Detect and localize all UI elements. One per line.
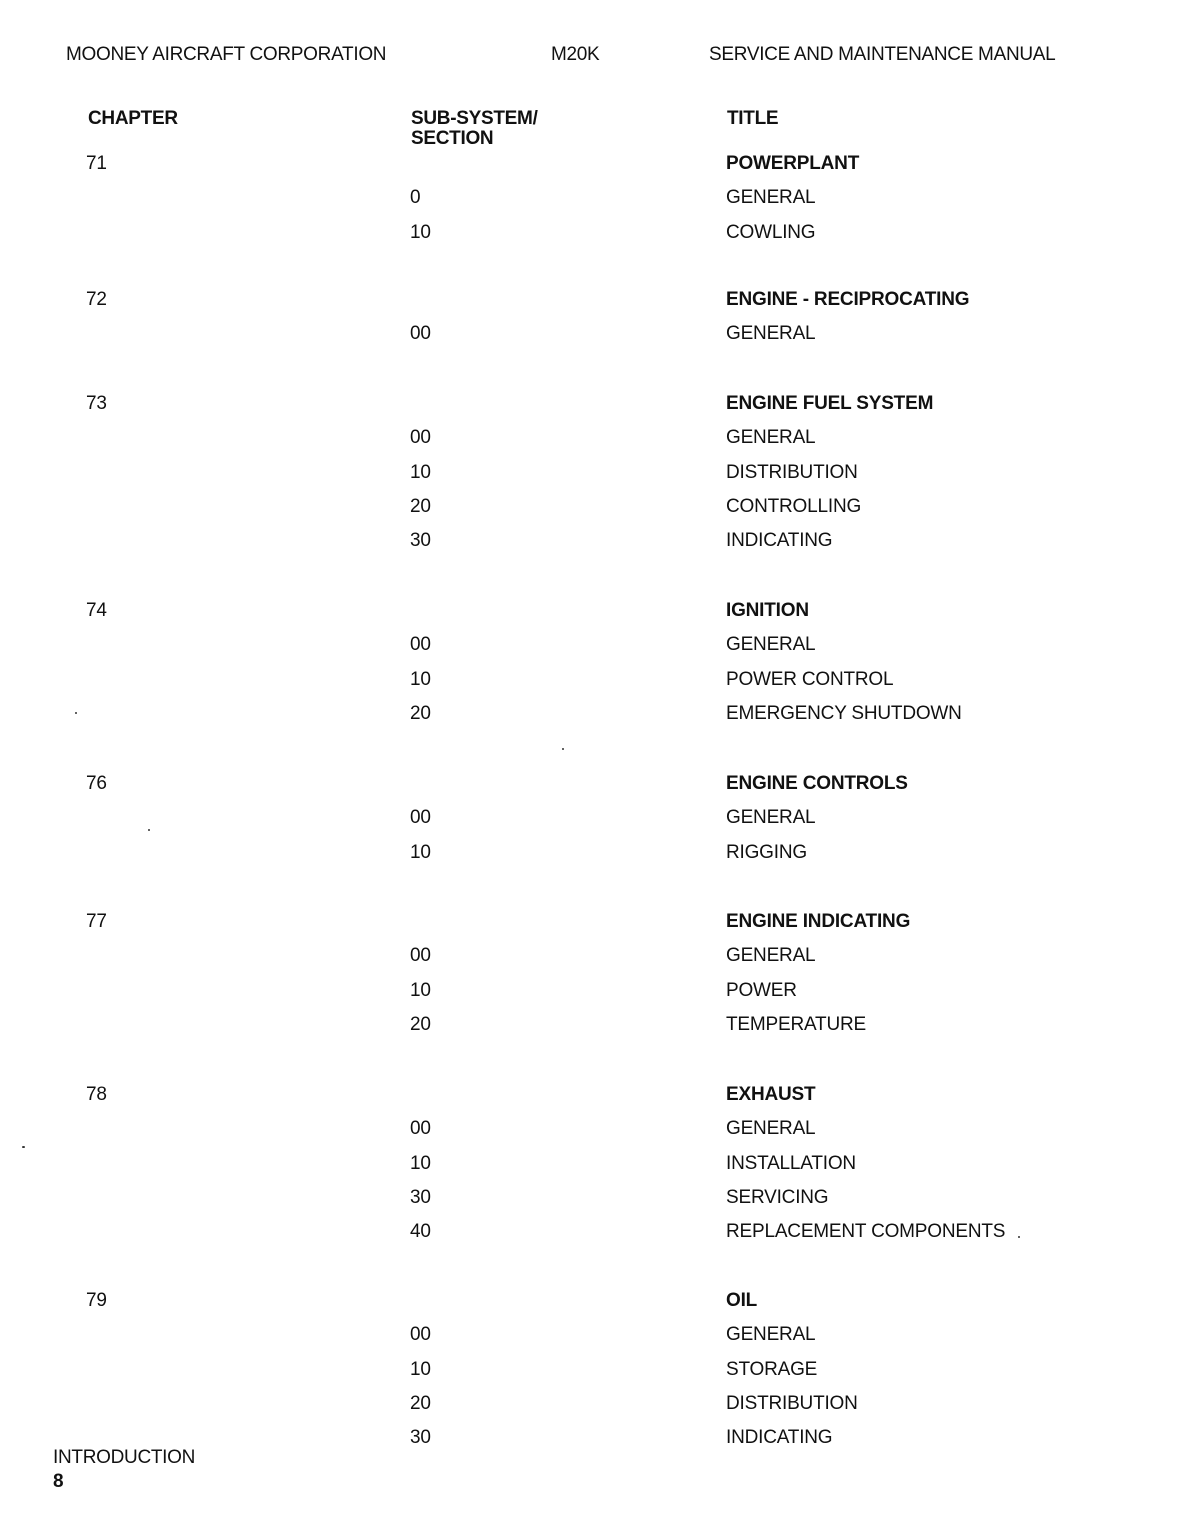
chapter-number: 71 [86, 153, 107, 174]
section-code: 00 [410, 1118, 431, 1139]
section-code: 20 [410, 1014, 431, 1035]
section-code: 10 [410, 842, 431, 863]
chapter-title: ENGINE CONTROLS [726, 773, 908, 794]
section-row [0, 323, 1178, 349]
chapter-title: IGNITION [726, 600, 809, 621]
section-code: 30 [410, 1427, 431, 1448]
chapter-heading-row [0, 153, 1178, 179]
section-code: 10 [410, 462, 431, 483]
section-code: 30 [410, 1187, 431, 1208]
chapter-title: ENGINE - RECIPROCATING [726, 289, 970, 310]
section-title: POWER [726, 980, 797, 1001]
section-title: DISTRIBUTION [726, 462, 858, 483]
scan-speck [1018, 1236, 1020, 1238]
page-footer [53, 1446, 195, 1494]
section-code: 00 [410, 323, 431, 344]
section-code: 10 [410, 980, 431, 1001]
section-title: INDICATING [726, 530, 833, 551]
chapter-title: EXHAUST [726, 1084, 816, 1105]
column-header-chapter: CHAPTER [88, 108, 178, 129]
section-title: GENERAL [726, 1324, 816, 1345]
section-row [0, 807, 1178, 833]
chapter-number: 74 [86, 600, 107, 621]
section-code: 10 [410, 222, 431, 243]
section-title: TEMPERATURE [726, 1014, 866, 1035]
section-code: 00 [410, 634, 431, 655]
section-code: 00 [410, 427, 431, 448]
chapter-heading-row [0, 1290, 1178, 1316]
section-title: GENERAL [726, 427, 816, 448]
section-row [0, 945, 1178, 971]
chapter-title: ENGINE INDICATING [726, 911, 911, 932]
section-code: 0 [410, 187, 421, 208]
chapter-heading-row [0, 600, 1178, 626]
chapter-heading-row [0, 289, 1178, 315]
section-row [0, 496, 1178, 522]
section-code: 00 [410, 1324, 431, 1345]
scan-speck [562, 748, 564, 750]
scan-speck [22, 1146, 25, 1148]
chapter-number: 79 [86, 1290, 107, 1311]
chapter-heading-row [0, 911, 1178, 937]
chapter-number: 76 [86, 773, 107, 794]
column-header-subsystem-line2: SECTION [411, 128, 494, 149]
section-row [0, 1393, 1178, 1419]
section-code: 00 [410, 807, 431, 828]
section-row [0, 187, 1178, 213]
section-title: REPLACEMENT COMPONENTS [726, 1221, 1006, 1242]
section-row [0, 634, 1178, 660]
chapter-title: ENGINE FUEL SYSTEM [726, 393, 934, 414]
section-row [0, 1187, 1178, 1213]
section-row [0, 1014, 1178, 1040]
section-row [0, 703, 1178, 729]
footer-section-name: INTRODUCTION [53, 1447, 196, 1468]
section-code: 30 [410, 530, 431, 551]
section-row [0, 1153, 1178, 1179]
section-title: STORAGE [726, 1359, 818, 1380]
section-title: GENERAL [726, 634, 816, 655]
chapter-title: POWERPLANT [726, 153, 860, 174]
section-code: 00 [410, 945, 431, 966]
section-row [0, 427, 1178, 453]
section-row [0, 1118, 1178, 1144]
section-code: 40 [410, 1221, 431, 1242]
header-company: MOONEY AIRCRAFT CORPORATION [66, 44, 387, 65]
section-title: INSTALLATION [726, 1153, 856, 1174]
section-code: 10 [410, 1359, 431, 1380]
section-title: GENERAL [726, 323, 816, 344]
chapter-number: 73 [86, 393, 107, 414]
section-title: GENERAL [726, 945, 816, 966]
chapter-number: 78 [86, 1084, 107, 1105]
section-title: GENERAL [726, 1118, 816, 1139]
section-title: GENERAL [726, 807, 816, 828]
section-row [0, 1324, 1178, 1350]
footer-page-number: 8 [53, 1471, 64, 1492]
column-header-subsystem [411, 109, 538, 149]
section-row [0, 222, 1178, 248]
chapter-number: 72 [86, 289, 107, 310]
section-title: DISTRIBUTION [726, 1393, 858, 1414]
section-title: GENERAL [726, 187, 816, 208]
header-model: M20K [551, 44, 600, 65]
section-title: POWER CONTROL [726, 669, 894, 690]
section-row [0, 462, 1178, 488]
section-code: 10 [410, 1153, 431, 1174]
section-row [0, 1359, 1178, 1385]
section-title: SERVICING [726, 1187, 829, 1208]
section-code: 20 [410, 1393, 431, 1414]
section-code: 10 [410, 669, 431, 690]
section-code: 20 [410, 496, 431, 517]
scan-speck [148, 829, 150, 831]
section-title: EMERGENCY SHUTDOWN [726, 703, 962, 724]
section-row [0, 980, 1178, 1006]
section-title: INDICATING [726, 1427, 833, 1448]
section-row [0, 530, 1178, 556]
column-header-title: TITLE [727, 108, 779, 129]
chapter-heading-row [0, 1084, 1178, 1110]
section-title: COWLING [726, 222, 816, 243]
section-row [0, 669, 1178, 695]
header-manual-title: SERVICE AND MAINTENANCE MANUAL [709, 44, 1056, 65]
chapter-title: OIL [726, 1290, 758, 1311]
chapter-heading-row [0, 393, 1178, 419]
chapter-heading-row [0, 773, 1178, 799]
column-header-subsystem-line1: SUB-SYSTEM/ [411, 108, 538, 129]
section-title: RIGGING [726, 842, 807, 863]
section-code: 20 [410, 703, 431, 724]
chapter-number: 77 [86, 911, 107, 932]
section-title: CONTROLLING [726, 496, 862, 517]
section-row [0, 842, 1178, 868]
section-row [0, 1221, 1178, 1247]
scan-speck [75, 712, 77, 714]
